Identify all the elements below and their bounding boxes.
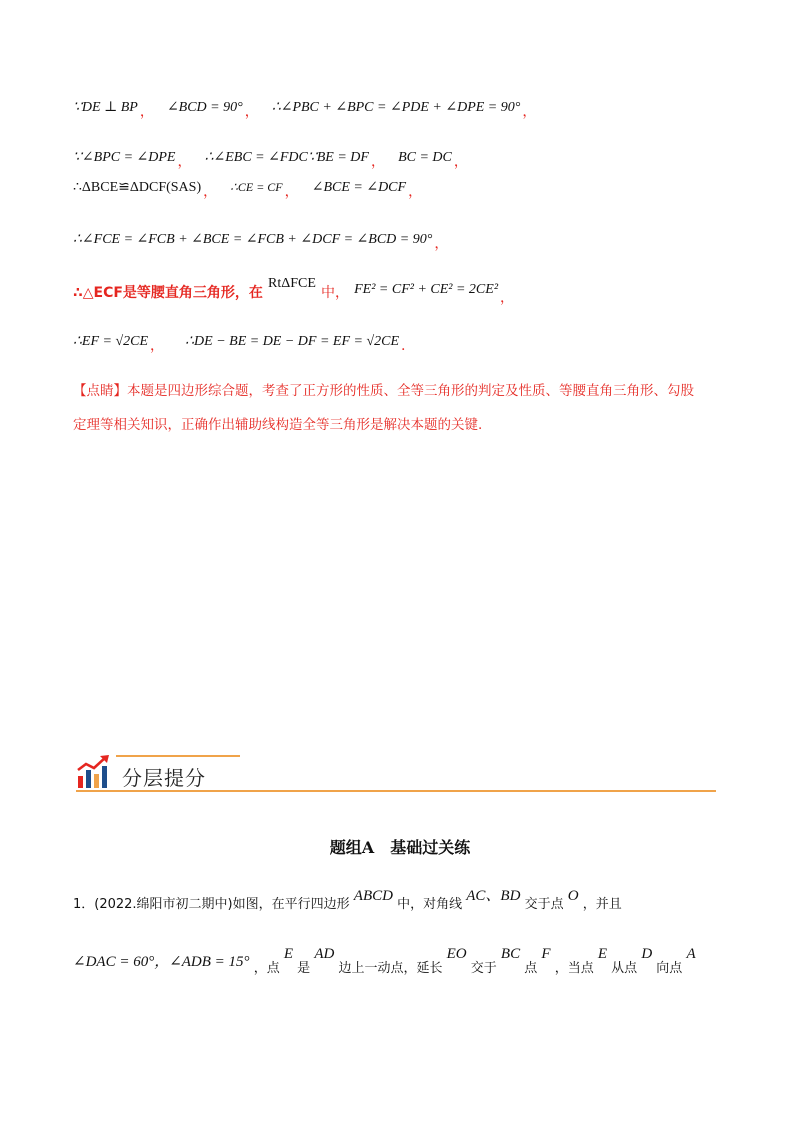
math: RtΔFCE bbox=[268, 276, 316, 291]
math: ∴CE = CF bbox=[230, 180, 283, 194]
math: D bbox=[641, 946, 653, 962]
math: ∠DAC = 60°，∠ADB = 15° bbox=[73, 954, 250, 970]
math: BC bbox=[500, 946, 521, 962]
note-line-1: 【点睛】本题是四边形综合题，考查了正方形的性质、全等三角形的判定及性质、等腰直角三角形、勾股 bbox=[73, 383, 694, 399]
math: FE² = CF² + CE² = 2CE² bbox=[354, 282, 499, 297]
math: ∵∠BPC = ∠DPE bbox=[73, 150, 176, 165]
section-header bbox=[76, 752, 716, 794]
math: ∴∠FCE = ∠FCB + ∠BCE = ∠FCB + ∠DCF = ∠BCD = 90° bbox=[73, 232, 433, 247]
math: E bbox=[283, 946, 294, 962]
math: ∵DE ⊥ BP bbox=[73, 100, 138, 115]
proof-line-2: ∵∠BPC = ∠DPE ， ∴∠EBC = ∠FDC∵BE = DF ， BC = DC ， bbox=[73, 150, 468, 170]
question-1-line-2: ∠DAC = 60°，∠ADB = 15° ，点 E 是 AD 边上一动点，延长 EO 交于 BC 点 F ，当点 E 从点 D 向点 A bbox=[73, 946, 696, 976]
math: E bbox=[597, 946, 608, 962]
math: ∠BCD = 90° bbox=[166, 100, 243, 115]
math: ∴DE − BE = DE − DF = EF = √2CE bbox=[185, 334, 400, 349]
math: A bbox=[686, 946, 696, 962]
math: ∴∠PBC + ∠BPC = ∠PDE + ∠DPE = 90° bbox=[271, 100, 521, 115]
note-line-2: 定理等相关知识，正确作出辅助线构造全等三角形是解决本题的关键. bbox=[73, 417, 483, 433]
section-title: 分层提分 bbox=[122, 766, 206, 790]
math: O bbox=[567, 888, 579, 904]
proof-line-1: ∵DE ⊥ BP ， ∠BCD = 90° ， ∴∠PBC + ∠BPC = ∠PDE + ∠DPE = 90° ， bbox=[73, 100, 537, 120]
math: F bbox=[541, 946, 551, 962]
math: AD bbox=[314, 946, 335, 962]
math: ∴EF = √2CE bbox=[73, 334, 149, 349]
conclusion-text: ∴△ECF是等腰直角三角形，在 bbox=[73, 285, 263, 301]
math: AC、BD bbox=[466, 888, 521, 904]
proof-line-3: ∴ΔBCE≌ΔDCF(SAS) ， ∴CE = CF ， ∠BCE = ∠DCF ， bbox=[73, 180, 423, 200]
proof-line-4: ∴∠FCE = ∠FCB + ∠BCE = ∠FCB + ∠DCF = ∠BCD = 90° ， bbox=[73, 232, 449, 252]
math: ∠BCE = ∠DCF bbox=[311, 180, 407, 195]
growth-chart-icon bbox=[76, 754, 112, 790]
question-1-line-1: 1．(2022.绵阳市初二期中)如图，在平行四边形 ABCD 中，对角线 AC、BD 交于点 O ，并且 bbox=[73, 888, 622, 912]
group-title: 题组A 基础过关练 bbox=[329, 838, 471, 857]
math: EO bbox=[446, 946, 467, 962]
proof-line-5: ∴△ECF是等腰直角三角形，在 RtΔFCE 中， FE² = CF² + CE² = 2CE²， bbox=[73, 276, 515, 306]
section-bottom-rule bbox=[76, 790, 716, 792]
math: ABCD bbox=[353, 888, 393, 904]
math: ∴∠EBC = ∠FDC∵BE = DF bbox=[204, 150, 369, 165]
math: BC = DC bbox=[398, 150, 452, 165]
section-top-rule bbox=[116, 755, 240, 757]
proof-line-6: ∴EF = √2CE ， ∴DE − BE = DE − DF = EF = √2CE . bbox=[73, 334, 406, 354]
math: ∴ΔBCE≌ΔDCF(SAS) bbox=[73, 180, 202, 195]
